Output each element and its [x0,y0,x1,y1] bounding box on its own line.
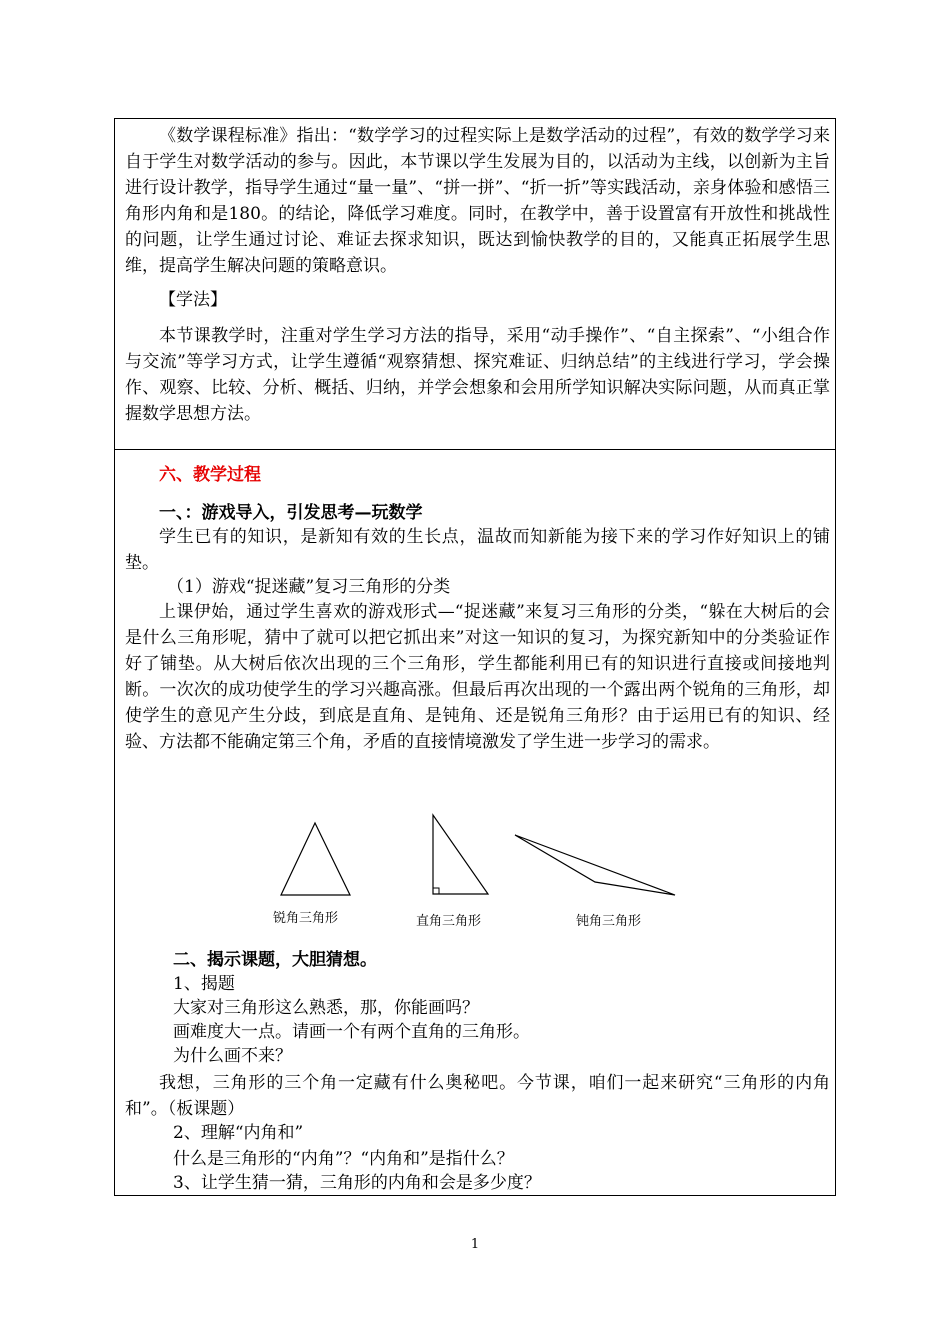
part1-paragraph: 学生已有的知识，是新知有效的生长点，温故而知新能为接下来的学习作好知识上的铺垫。 [125,527,830,573]
part1-subheading: （1）游戏“捉迷藏”复习三角形的分类 [167,577,451,597]
obtuse-triangle-label: 钝角三角形 [576,914,642,929]
acute-triangle [281,823,350,895]
line-jieti: 1、揭题 [173,974,235,994]
xuefa-heading: 【学法】 [159,290,227,310]
acute-triangle-label: 锐角三角形 [273,911,339,926]
right-angle-mark [433,888,439,894]
line-can-you-draw: 大家对三角形这么熟悉，那，你能画吗？ [173,998,479,1018]
line-guess: 3、让学生猜一猜，三角形的内角和会是多少度？ [173,1173,541,1193]
part1-heading: 一、：游戏导入，引发思考—玩数学 [159,503,423,523]
line-understand: 2、理解“内角和” [173,1123,304,1143]
paragraph-learning-method: 本节课教学时，注重对学生学习方法的指导，采用“动手操作”、“自主探索”、“小组合作与交流”等学习方式，让学生遵循“观察猜想、探究难证、归纳总结”的主线进行学习，学会操作、观察、比较、分析、概括、归纳，并学会想象和会用所学知识解决实际问题，从而真正掌握数学思想方法。 [125,326,830,424]
line-why: 为什么画不来？ [173,1046,292,1066]
table-cell-methods [114,118,836,450]
triangle-figures [115,810,835,920]
line-question: 什么是三角形的“内角”？“内角和”是指什么？ [173,1149,514,1169]
section-title: 六、教学过程 [159,465,261,485]
right-triangle [433,815,488,894]
page-number: 1 [470,1237,480,1252]
part2-heading: 二、揭示课题，大胆猜想。 [173,950,377,970]
paragraph-curriculum-standard: 《数学课程标准》指出：“数学学习的过程实际上是数学活动的过程”，有效的数学学习来自于学生对数学活动的参与。因此，本节课以学生发展为目的，以活动为主线，以创新为主旨进行设计教学，指导学生通过“量一量”、“拼一拼”、“折一折”等实践活动，亲身体验和感悟三角形内角和是180。的结论，降低学习难度。同时，在教学中，善于设置富有开放性和挑战性的问题，让学生通过讨论、难证去探求知识，既达到愉快教学的目的，又能真正拓展学生思维，提高学生解决问题的策略意识。 [125,126,830,276]
obtuse-triangle [515,835,675,895]
paragraph-wo-xiang: 我想，三角形的三个角一定藏有什么奥秘吧。今节课，咱们一起来研究“三角形的内角和”。（板课题） [125,1073,830,1119]
table-cell-process [114,449,836,1196]
right-triangle-label: 直角三角形 [416,914,482,929]
part1-paragraph-2: 上课伊始，通过学生喜欢的游戏形式—“捉迷藏”来复习三角形的分类，“躲在大树后的会是什么三角形呢，猜中了就可以把它抓出来”对这一知识的复习，为探究新知中的分类验证作好了铺垫。从大树后依次出现的三个三角形，学生都能利用已有的知识进行直接或间接地判断。一次次的成功使学生的学习兴趣高涨。但最后再次出现的一个露出两个锐角的三角形，却使学生的意见产生分歧，到底是直角、是钝角、还是锐角三角形？由于运用已有的知识、经验、方法都不能确定第三个角，矛盾的直接情境激发了学生进一步学习的需求。 [125,602,830,752]
line-two-right-angles: 画难度大一点。请画一个有两个直角的三角形。 [173,1022,530,1042]
